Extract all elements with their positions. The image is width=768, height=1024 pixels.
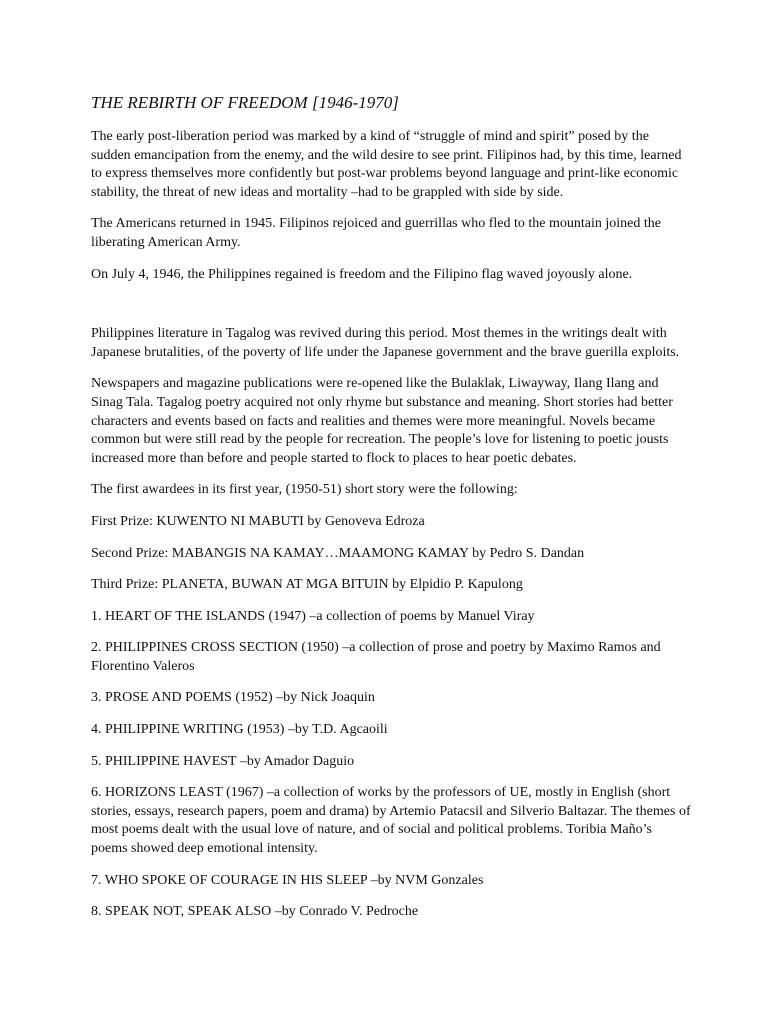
paragraph: On July 4, 1946, the Philippines regained is freedom and the Filipino flag waved joyously alone. [91,266,633,282]
paragraph: The first awardees in its first year, (1950-51) short story were the following: [91,482,518,498]
work-entry: 7. WHO SPOKE OF COURAGE IN HIS SLEEP –by NVM Gonzales [91,872,484,888]
document-page [91,92,691,935]
paragraph: The early post-liberation period was marked by a kind of “struggle of mind and spirit” posed by the sudden emancipation from the enemy, and the wild desire to see print. Filipinos had, by this time, learned to express themselves more confidently but post-war problems beyond language and print-like economic stability, the threat of new ideas and mortality –had to be grappled with side by side. [91,129,682,200]
prize-entry: Second Prize: MABANGIS NA KAMAY…MAAMONG KAMAY by Pedro S. Dandan [91,545,585,561]
paragraph: Newspapers and magazine publications were re-opened like the Bulaklak, Liwayway, Ilang Ilang and Sinag Tala. Tagalog poetry acquired not only rhyme but substance and meaning. Short stories had better characters and events based on facts and realities and themes were more meaningful. Novels became common but were still read by the people for recreation. The people’s love for listening to poetic jousts increased more than before and people started to flock to places to hear poetic debates. [91,376,673,466]
section-spacer [91,297,691,325]
document-title: THE REBIRTH OF FREEDOM [1946-1970] [91,93,399,112]
prize-entry: First Prize: KUWENTO NI MABUTI by Genoveva Edroza [91,513,425,529]
work-entry: 6. HORIZONS LEAST (1967) –a collection of works by the professors of UE, mostly in English (short stories, essays, research papers, poem and drama) by Artemio Patacsil and Silverio Baltazar. The themes of most poems dealt with the usual love of nature, and of social and political problems. Toribia Maño’s poems showed deep emotional intensity. [91,785,691,857]
work-entry: 5. PHILIPPINE HAVEST –by Amador Daguio [91,753,355,769]
work-entry: 4. PHILIPPINE WRITING (1953) –by T.D. Agcaoili [91,722,388,738]
prize-entry: Third Prize: PLANETA, BUWAN AT MGA BITUIN by Elpidio P. Kapulong [91,577,523,593]
work-entry: 2. PHILIPPINES CROSS SECTION (1950) –a collection of prose and poetry by Maximo Ramos and Florentino Valeros [91,640,661,674]
paragraph: Philippines literature in Tagalog was revived during this period. Most themes in the writings dealt with Japanese brutalities, of the poverty of life under the Japanese government and the brave guerilla exploits. [91,326,680,360]
work-entry: 3. PROSE AND POEMS (1952) –by Nick Joaquin [91,690,375,706]
work-entry: 8. SPEAK NOT, SPEAK ALSO –by Conrado V. Pedroche [91,904,419,920]
work-entry: 1. HEART OF THE ISLANDS (1947) –a collection of poems by Manuel Viray [91,608,535,624]
paragraph: The Americans returned in 1945. Filipinos rejoiced and guerrillas who fled to the mountain joined the liberating American Army. [91,216,661,250]
